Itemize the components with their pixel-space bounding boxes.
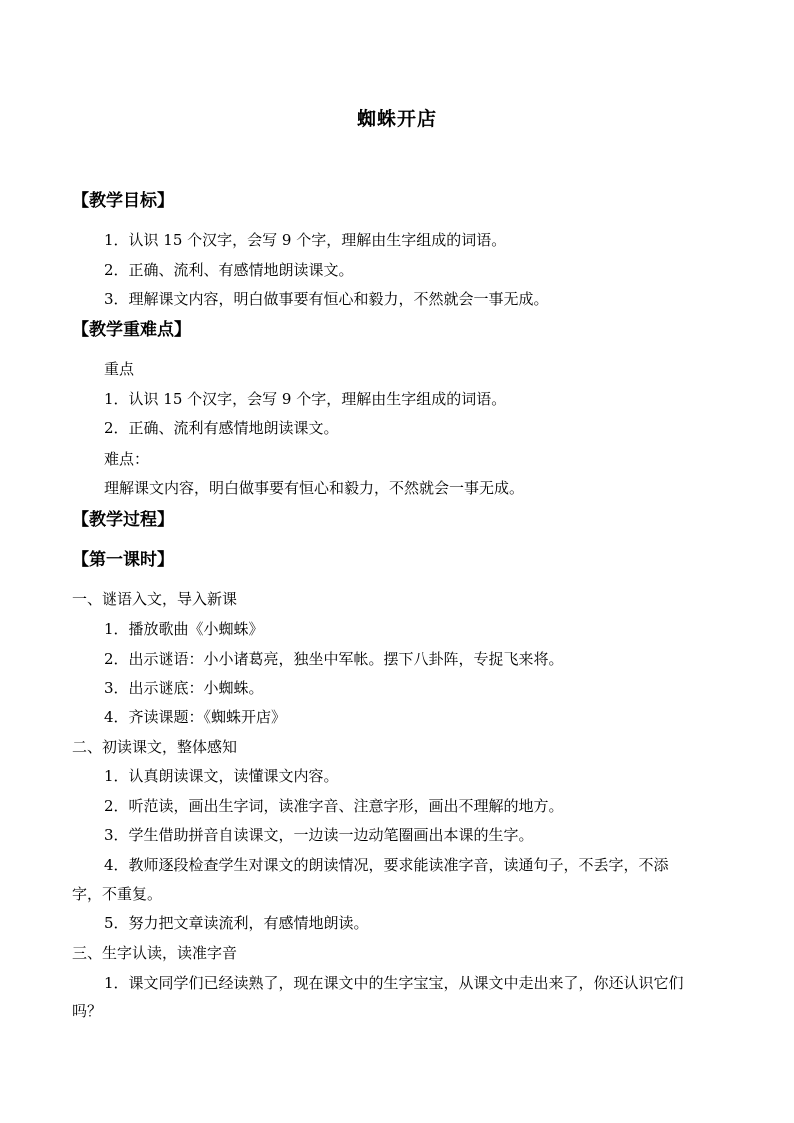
list-item: 3．学生借助拼音自读课文，一边读一边动笔圈画出本课的生字。 (104, 826, 534, 844)
list-item: 1．播放歌曲《小蜘蛛》 (104, 620, 264, 638)
list-item: 2．出示谜语：小小诸葛亮，独坐中军帐。摆下八卦阵，专捉飞来将。 (104, 650, 564, 668)
list-item: 4．教师逐段检查学生对课文的朗读情况，要求能读准字音，读通句子，不丢字，不添 (104, 856, 669, 874)
part-title: 二、初读课文，整体感知 (72, 738, 238, 756)
section-heading-process: 【教学过程】 (72, 510, 174, 530)
section-heading-goals: 【教学目标】 (72, 191, 174, 211)
difficulty-text: 理解课文内容，明白做事要有恒心和毅力，不然就会一事无成。 (104, 479, 525, 497)
list-item: 4．齐读课题：《蜘蛛开店》 (104, 708, 287, 726)
part-title: 一、谜语入文，导入新课 (72, 590, 238, 608)
goal-item: 1．认识 15 个汉字，会写 9 个字，理解由生字组成的词语。 (104, 231, 507, 249)
keypoint-item: 1．认识 15 个汉字，会写 9 个字，理解由生字组成的词语。 (104, 390, 507, 408)
difficulty-label: 难点： (104, 450, 150, 468)
list-item: 1．课文同学们已经读熟了，现在课文中的生字宝宝，从课文中走出来了，你还认识它们 (104, 974, 684, 992)
part-title: 三、生字认读，读准字音 (72, 944, 238, 962)
goal-item: 2．正确、流利、有感情地朗读课文。 (104, 261, 354, 279)
list-item-continuation: 字，不重复。 (72, 885, 163, 903)
section-heading-keypoints: 【教学重难点】 (72, 320, 191, 340)
list-item: 3．出示谜底：小蜘蛛。 (104, 679, 264, 697)
section-heading-lesson1: 【第一课时】 (72, 550, 174, 570)
list-item: 2．听范读，画出生字词，读准字音、注意字形，画出不理解的地方。 (104, 797, 564, 815)
list-item-continuation: 吗？ (72, 1002, 103, 1020)
list-item: 1．认真朗读课文，读懂课文内容。 (104, 767, 339, 785)
goal-item: 3．理解课文内容，明白做事要有恒心和毅力，不然就会一事无成。 (104, 290, 549, 308)
keypoint-item: 2．正确、流利有感情地朗读课文。 (104, 419, 339, 437)
list-item: 5．努力把文章读流利，有感情地朗读。 (104, 914, 369, 932)
keypoint-label: 重点 (104, 360, 135, 378)
page-title: 蜘蛛开店 (356, 108, 437, 130)
